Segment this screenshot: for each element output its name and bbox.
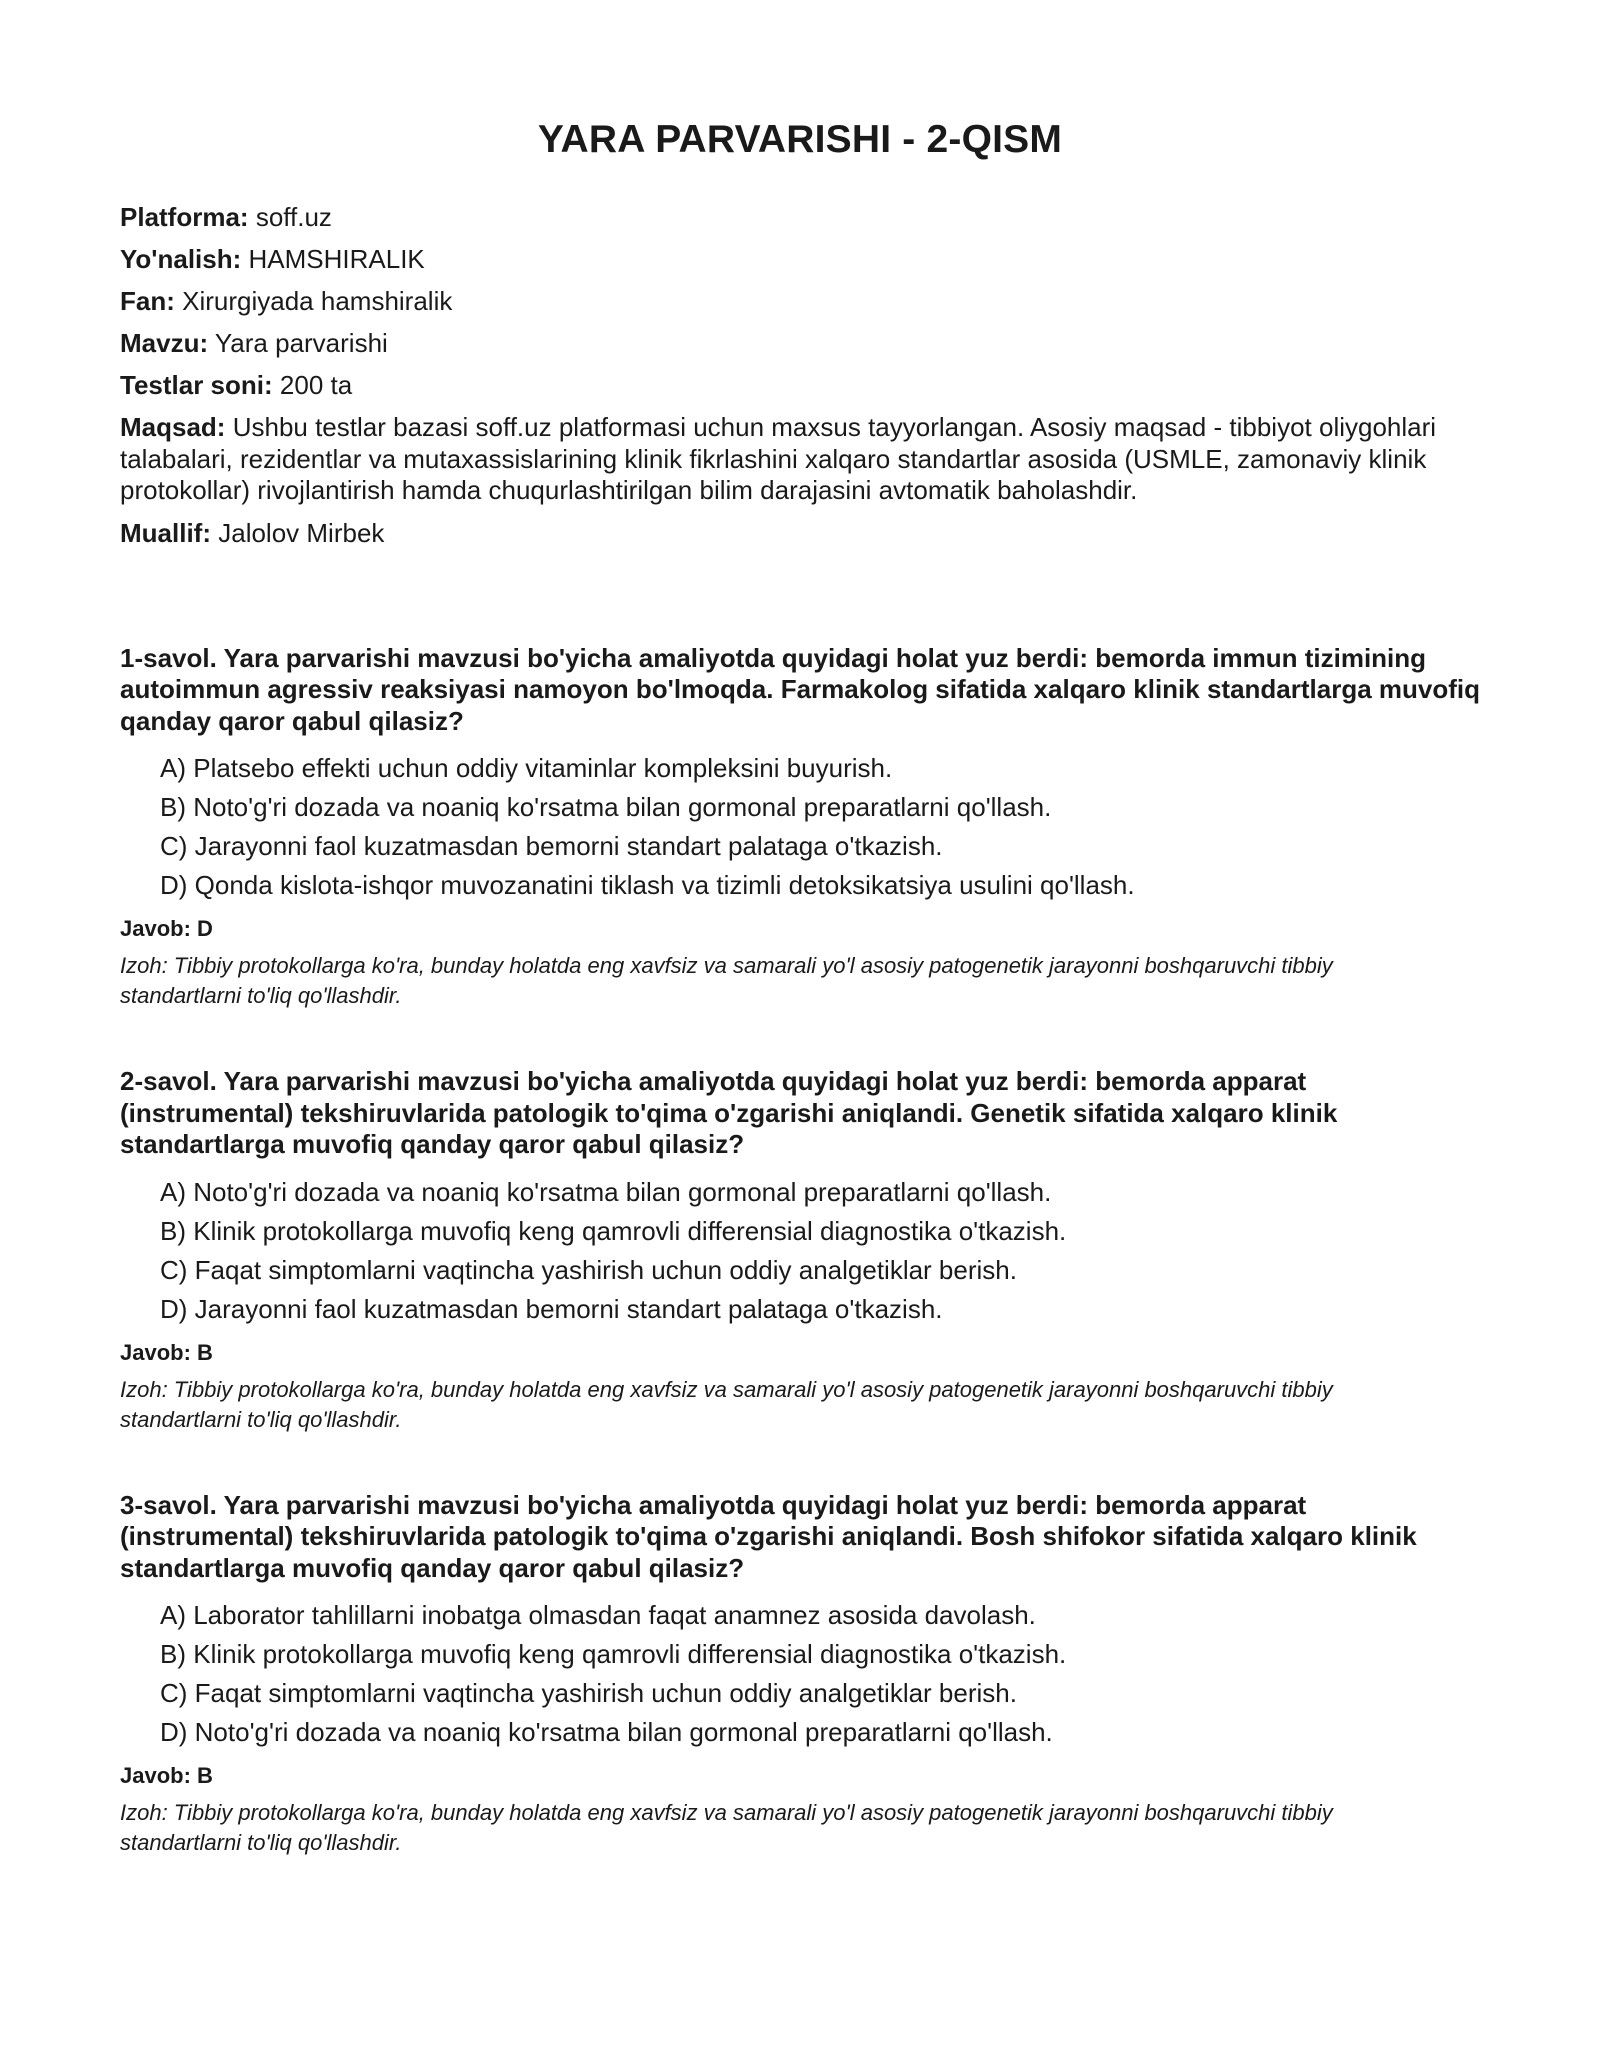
question-1 <box>120 643 1480 1012</box>
question-list <box>120 643 1480 1859</box>
meta-direction <box>120 244 1480 275</box>
option-c: C) Faqat simptomlarni vaqtincha yashirish uchun oddiy analgetiklar berish. <box>160 1678 1017 1708</box>
meta-topic-value: Yara parvarishi <box>214 328 388 358</box>
document-title: YARA PARVARISHI - 2-QISM <box>537 118 1063 161</box>
meta-count-value: 200 ta <box>279 370 353 400</box>
answer: Javob: D <box>120 916 213 941</box>
answer: Javob: B <box>120 1763 213 1788</box>
meta-author-label: Muallif: <box>120 517 211 548</box>
meta-platform-label: Platforma: <box>120 202 249 232</box>
option-c: C) Faqat simptomlarni vaqtincha yashirish uchun oddiy analgetiklar berish. <box>160 1254 1017 1285</box>
meta-author <box>120 518 1480 549</box>
option-b: B) Klinik protokollarga muvofiq keng qamrovli differensial diagnostika o'tkazish. <box>160 1639 1067 1669</box>
option-a: A) Platsebo effekti uchun oddiy vitaminlar kompleksini buyurish. <box>160 753 893 783</box>
option-d: D) Noto'g'ri dozada va noaniq ko'rsatma bilan gormonal preparatlarni qo'llash. <box>160 1717 1053 1747</box>
meta-subject-value: Xirurgiyada hamshiralik <box>182 286 453 316</box>
meta-count <box>120 370 1480 401</box>
meta-purpose-value: Ushbu testlar bazasi soff.uz platformasi uchun maxsus tayyorlangan. Asosiy maqsad - tibbiyot oliygohlari talabalari, rezidentlar va mutaxassislarining klinik fikrlashini xalqaro standartlar asosida (USMLE, zamonaviy klinik protokollar) rivojlantirish hamda chuqurlashtirilgan bilim darajasini avtomatik baholashdir. <box>120 412 1437 505</box>
meta-author-value: Jalolov Mirbek <box>218 517 385 548</box>
meta-direction-label: Yo'nalish: <box>120 244 242 274</box>
question-text: 3-savol. Yara parvarishi mavzusi bo'yicha amaliyotda quyidagi holat yuz berdi: bemorda apparat (instrumental) tekshiruvlarida patologik to'qima o'zgarishi aniqlandi. Bosh shifokor sifatida xalqaro klinik standartlarga muvofiq qanday qaror qabul qilasiz? <box>120 1489 1417 1583</box>
option-c: C) Jarayonni faol kuzatmasdan bemorni standart palataga o'tkazish. <box>160 831 943 861</box>
option-a: A) Noto'g'ri dozada va noaniq ko'rsatma bilan gormonal preparatlarni qo'llash. <box>160 1176 1052 1207</box>
meta-purpose-label: Maqsad: <box>120 412 226 442</box>
meta-platform-value: soff.uz <box>255 202 332 232</box>
meta-subject <box>120 286 1480 317</box>
question-2 <box>120 1066 1480 1435</box>
question-3 <box>120 1490 1480 1859</box>
question-text: 1-savol. Yara parvarishi mavzusi bo'yicha amaliyotda quyidagi holat yuz berdi: bemorda immun tizimining autoimmun agressiv reaksiyasi namoyon bo'lmoqda. Farmakolog sifatida xalqaro klinik standartlarga muvofiq qanday qaror qabul qilasiz? <box>120 642 1481 736</box>
explanation: Izoh: Tibbiy protokollarga ko'ra, bunday holatda eng xavfsiz va samarali yo'l asosiy patogenetik jarayonni boshqaruvchi tibbiy standartlarni to'liq qo'llashdir. <box>120 1376 1333 1432</box>
explanation: Izoh: Tibbiy protokollarga ko'ra, bunday holatda eng xavfsiz va samarali yo'l asosiy patogenetik jarayonni boshqaruvchi tibbiy standartlarni to'liq qo'llashdir. <box>120 953 1333 1008</box>
meta-topic-label: Mavzu: <box>120 328 209 358</box>
meta-subject-label: Fan: <box>120 286 175 316</box>
question-text: 2-savol. Yara parvarishi mavzusi bo'yicha amaliyotda quyidagi holat yuz berdi: bemorda apparat (instrumental) tekshiruvlarida patologik to'qima o'zgarishi aniqlandi. Genetik sifatida xalqaro klinik standartlarga muvofiq qanday qaror qabul qilasiz? <box>120 1066 1338 1159</box>
answer: Javob: B <box>120 1339 213 1365</box>
meta-direction-value: HAMSHIRALIK <box>248 244 425 274</box>
option-b: B) Noto'g'ri dozada va noaniq ko'rsatma bilan gormonal preparatlarni qo'llash. <box>160 792 1052 822</box>
meta-count-label: Testlar soni: <box>120 370 273 400</box>
document-meta <box>120 202 1480 549</box>
meta-topic <box>120 328 1480 359</box>
option-a: A) Laborator tahlillarni inobatga olmasdan faqat anamnez asosida davolash. <box>160 1600 1036 1630</box>
document-page <box>120 118 1480 1913</box>
option-b: B) Klinik protokollarga muvofiq keng qamrovli differensial diagnostika o'tkazish. <box>160 1215 1067 1246</box>
meta-purpose <box>120 412 1480 507</box>
option-d: D) Qonda kislota-ishqor muvozanatini tiklash va tizimli detoksikatsiya usulini qo'llash. <box>160 870 1135 900</box>
option-d: D) Jarayonni faol kuzatmasdan bemorni standart palataga o'tkazish. <box>160 1293 943 1324</box>
meta-platform <box>120 202 1480 233</box>
explanation: Izoh: Tibbiy protokollarga ko'ra, bunday holatda eng xavfsiz va samarali yo'l asosiy patogenetik jarayonni boshqaruvchi tibbiy standartlarni to'liq qo'llashdir. <box>120 1800 1333 1855</box>
